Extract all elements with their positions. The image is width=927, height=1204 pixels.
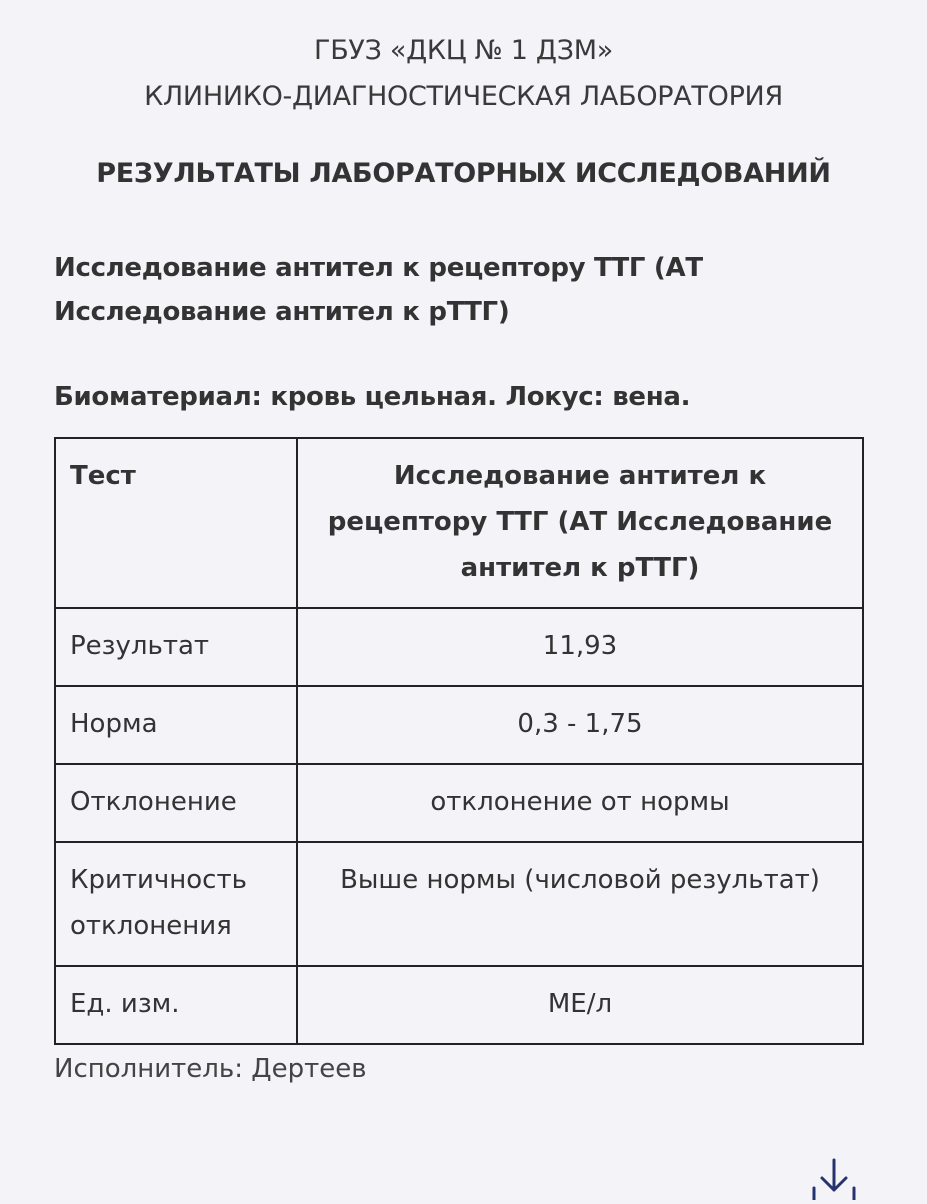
download-icon [808, 1158, 860, 1200]
org-name: ГБУЗ «ДКЦ № 1 ДЗМ» [314, 35, 613, 66]
header-value: Исследование антител к рецептору ТТГ (АТ Исследование антител к рТТГ) [297, 438, 863, 608]
lab-name: КЛИНИКО-ДИАГНОСТИЧЕСКАЯ ЛАБОРАТОРИЯ [144, 81, 783, 112]
table-header-row [55, 438, 863, 608]
row-key: Результат [55, 608, 297, 686]
page-title: РЕЗУЛЬТАТЫ ЛАБОРАТОРНЫХ ИССЛЕДОВАНИЙ [96, 158, 831, 189]
header-key: Тест [55, 438, 297, 608]
row-key: Норма [55, 686, 297, 764]
table-row [55, 764, 863, 842]
download-button[interactable] [808, 1158, 860, 1200]
study-name: Исследование антител к рецептору ТТГ (АТ Исследование антител к рТТГ) [54, 253, 703, 327]
row-key: Ед. изм. [55, 966, 297, 1044]
row-value: МЕ/л [297, 966, 863, 1044]
row-value: отклонение от нормы [297, 764, 863, 842]
table-row [55, 608, 863, 686]
biomaterial: Биоматериал: кровь цельная. Локус: вена. [54, 382, 691, 412]
row-value: 11,93 [297, 608, 863, 686]
executor: Исполнитель: Дертеев [54, 1054, 367, 1084]
table-row [55, 686, 863, 764]
row-key: Критичность отклонения [55, 842, 297, 966]
row-value: 0,3 - 1,75 [297, 686, 863, 764]
table-row [55, 966, 863, 1044]
results-table [54, 437, 864, 1045]
row-key: Отклонение [55, 764, 297, 842]
table-row [55, 842, 863, 966]
organization-header [0, 28, 927, 120]
row-value: Выше нормы (числовой результат) [297, 842, 863, 966]
